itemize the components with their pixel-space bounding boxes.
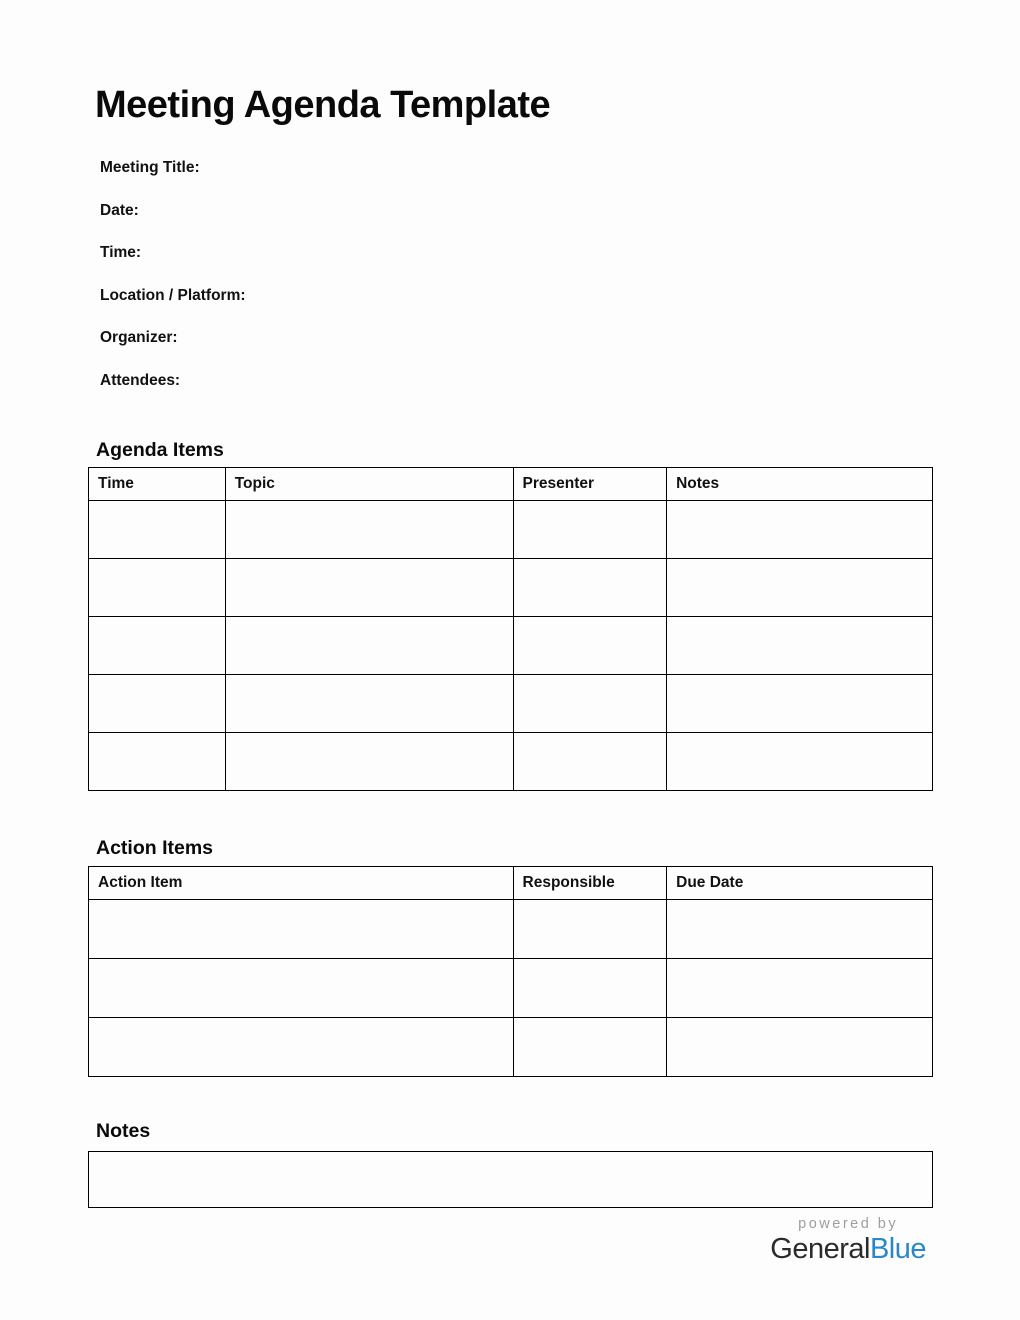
page-title: Meeting Agenda Template [95,84,551,126]
field-label-location-platform: Location / Platform: [100,286,246,304]
table-row [89,674,933,732]
empty-cell[interactable] [89,616,226,674]
table-row [89,1017,933,1076]
agenda-col-header-notes: Notes [667,467,933,500]
empty-cell[interactable] [89,732,226,790]
general-blue-logo [770,1233,926,1265]
empty-cell[interactable] [225,500,513,558]
empty-cell[interactable] [89,500,226,558]
agenda-col-header-time: Time [89,467,226,500]
empty-cell[interactable] [89,899,514,958]
empty-cell[interactable] [667,899,933,958]
meta-fields [100,158,933,390]
action-items-table [88,866,933,1077]
notes-heading: Notes [96,1119,151,1142]
field-label-organizer: Organizer: [100,329,178,346]
agenda-items-table [88,467,933,791]
action-items-heading: Action Items [96,836,214,859]
agenda-col-header-presenter: Presenter [513,467,667,500]
agenda-col-header-topic: Topic [225,467,513,500]
field-label-date: Date: [100,201,139,219]
empty-cell[interactable] [667,674,933,732]
empty-cell[interactable] [667,958,933,1017]
empty-cell[interactable] [89,1017,514,1076]
empty-cell[interactable] [513,1017,667,1076]
empty-cell[interactable] [225,558,513,616]
empty-cell[interactable] [513,958,667,1017]
empty-cell[interactable] [513,674,667,732]
actions-col-header-due-date: Due Date [667,866,933,899]
field-label-attendees: Attendees: [100,371,181,389]
field-label-time: Time: [100,244,142,261]
field-label-meeting-title: Meeting Title: [100,159,200,176]
brand-footer [770,1215,926,1265]
agenda-items-heading: Agenda Items [96,438,224,461]
notes-input-box[interactable] [88,1151,933,1208]
agenda-header-row [89,467,933,500]
empty-cell[interactable] [89,674,226,732]
actions-col-header-action-item: Action Item [89,866,514,899]
table-row [89,500,933,558]
brand-text-general: General [770,1232,870,1265]
table-row [89,899,933,958]
actions-col-header-responsible: Responsible [513,866,667,899]
powered-by-text: powered by [798,1215,899,1232]
empty-cell[interactable] [225,732,513,790]
empty-cell[interactable] [225,674,513,732]
table-row [89,958,933,1017]
empty-cell[interactable] [513,500,667,558]
brand-text-blue: Blue [869,1232,926,1265]
table-row [89,558,933,616]
empty-cell[interactable] [667,732,933,790]
table-row [89,616,933,674]
empty-cell[interactable] [513,558,667,616]
empty-cell[interactable] [513,616,667,674]
actions-header-row [89,866,933,899]
empty-cell[interactable] [667,558,933,616]
table-row [89,732,933,790]
empty-cell[interactable] [89,958,514,1017]
empty-cell[interactable] [513,732,667,790]
empty-cell[interactable] [667,500,933,558]
empty-cell[interactable] [513,899,667,958]
empty-cell[interactable] [667,1017,933,1076]
empty-cell[interactable] [225,616,513,674]
empty-cell[interactable] [89,558,226,616]
empty-cell[interactable] [667,616,933,674]
